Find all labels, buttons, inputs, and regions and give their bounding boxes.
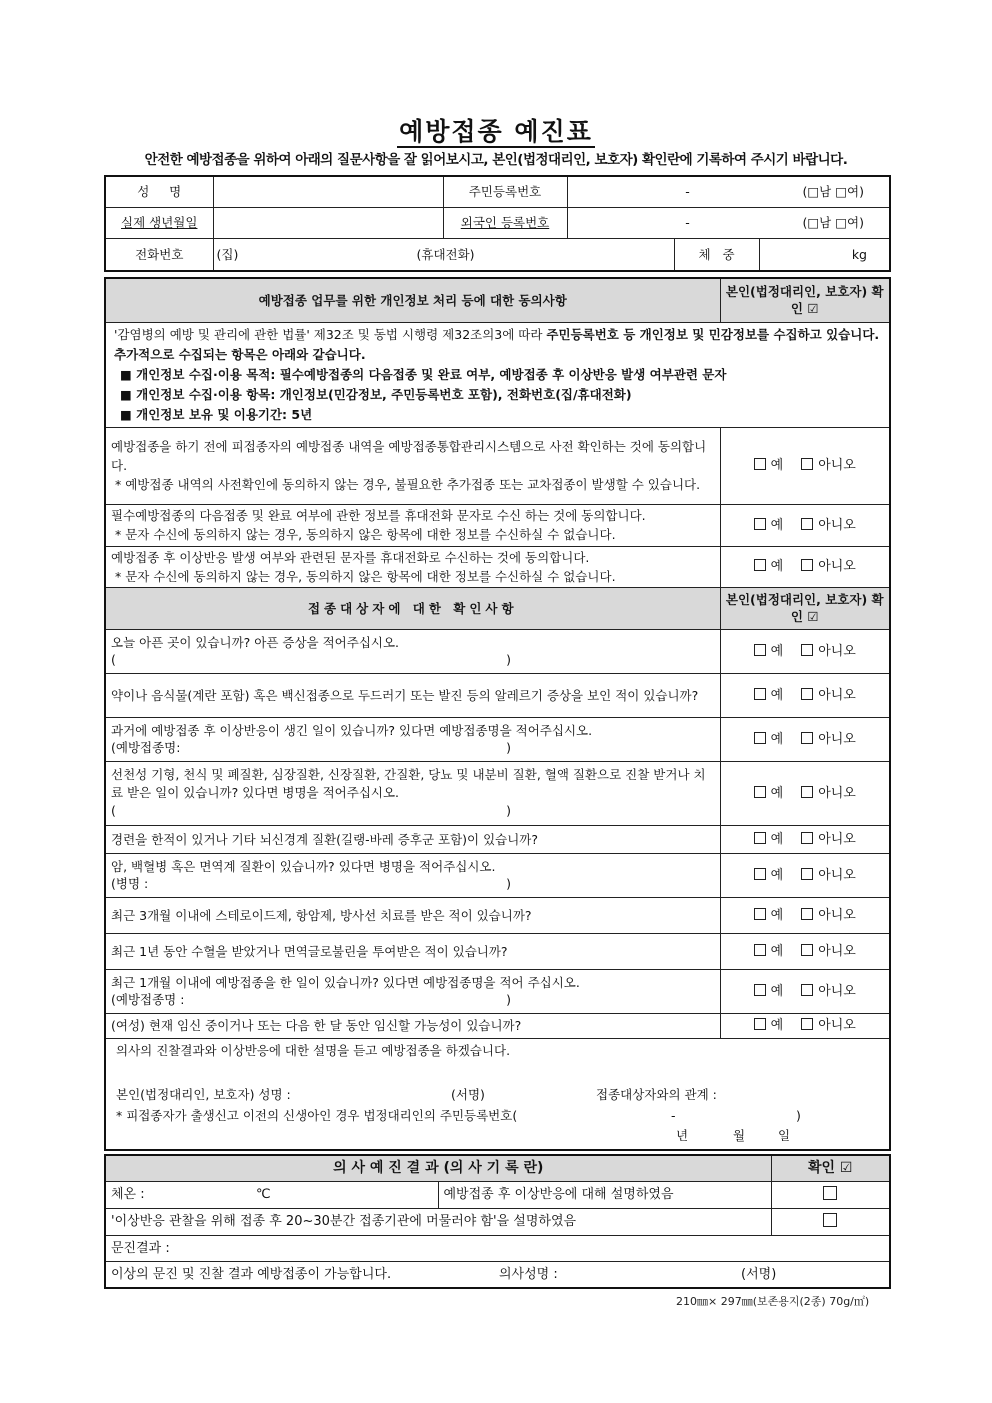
temperature-field[interactable]: 체온 : ℃ [105, 1181, 438, 1208]
doctor-header: 의 사 예 진 결 과 (의 사 기 록 란) [105, 1155, 771, 1181]
name-field[interactable] [213, 176, 443, 207]
weight-label: 체 중 [674, 239, 759, 270]
final-statement: 이상의 문진 및 진찰 결과 예방접종이 가능합니다. 의사성명 : (서명) [105, 1261, 890, 1288]
explain-observation: '이상반응 관찰을 위해 접종 후 20~30분간 접종기관에 머물러야 함'을 설명하였음 [105, 1208, 771, 1235]
consent-row: 필수예방접종의 다음접종 및 완료 여부에 관한 정보를 휴대전화 문자로 수신 하는 것에 동의합니다. * 문자 수신에 동의하지 않는 경우, 동의하지 않은 항목에 대한 정보를 수신하실 수 없습니다. [105, 504, 720, 546]
page-title: 예방접종 예진표 [399, 117, 593, 146]
question-answer[interactable]: 예 아니오 [720, 629, 890, 673]
consent-answer[interactable]: 예 아니오 [720, 504, 890, 546]
question-answer[interactable]: 예 아니오 [720, 717, 890, 761]
question-row: 경련을 한적이 있거나 기타 뇌신경계 질환(길랭-바레 증후군 포함)이 있습니까? [105, 825, 720, 853]
consent-row: 예방접종 후 이상반응 발생 여부와 관련된 문자를 휴대전화로 수신하는 것에 동의합니다. * 문자 수신에 동의하지 않는 경우, 동의하지 않은 항목에 대한 정보를 수신하실 수 없습니다. [105, 546, 720, 587]
personal-info-table [104, 175, 891, 272]
foreign-reg-field[interactable]: - (□남 □여) [567, 207, 890, 238]
question-row: 약이나 음식물(계란 포함) 혹은 백신접종으로 두드러기 또는 발진 등의 알레르기 증상을 보인 적이 있습니까? [105, 673, 720, 717]
home-phone-field[interactable]: (집) [216, 246, 239, 262]
declaration-text: 의사의 진찰결과와 이상반응에 대한 설명을 듣고 예방접종을 하겠습니다. [116, 1042, 511, 1058]
question-answer[interactable]: 예 아니오 [720, 897, 890, 933]
birth-label: 실제 생년월일 [105, 207, 213, 238]
subject-header: 접종대상자에 대한 확인사항 [105, 587, 720, 629]
question-row: 최근 3개월 이내에 스테로이드제, 항암제, 방사선 치료를 받은 적이 있습니까? [105, 897, 720, 933]
signer-mark[interactable]: (서명) [451, 1087, 485, 1102]
subject-confirm-header: 본인(법정대리인, 보호자) 확인 ☑ [720, 587, 890, 629]
phone-label: 전화번호 [105, 238, 213, 271]
weight-field[interactable]: kg [759, 239, 890, 270]
collection-purpose: ■ 개인정보 수집·이용 목적: 필수예방접종의 다음접종 및 완료 여부, 예방접종 후 이상반응 발생 여부관련 문자 [120, 366, 727, 382]
relation-label: 접종대상자와의 관계 : [596, 1087, 717, 1102]
declaration-section: 의사의 진찰결과와 이상반응에 대한 설명을 듣고 예방접종을 하겠습니다. 본인(법정대리인, 보호자) 성명 : (서명) 접종대상자와의 관계 : * 피접종자가 출생신고 이전의 신생아인 경우 법정대리인의 주민등록번호( - ) 년 월 일 [105, 1038, 890, 1150]
consent-answer[interactable]: 예 아니오 [720, 546, 890, 587]
question-answer[interactable]: 예 아니오 [720, 1013, 890, 1038]
legal-notice: '감염병의 예방 및 관리에 관한 법률' 제32조 및 동법 시행령 제32조의3에 따라 주민등록번호 등 개인정보 및 민감정보를 수집하고 있습니다. 추가적으로 수집되는 항목은 아래와 같습니다. ■ 개인정보 수집·이용 목적: 필수예방접종의 다음접종 및 완료 여부, 예방접종 후 이상반응 발생 여부관련 문자 ■ 개인정보 수집·이용 항목: 개인정보(민감정보, 주민등록번호 포함), 전화번호(집/휴대전화) ■ 개인정보 보유 및 이용기간: 5년 [105, 322, 890, 427]
question-answer[interactable]: 예 아니오 [720, 853, 890, 897]
question-row: 암, 백혈병 혹은 면역계 질환이 있습니까? 있다면 병명을 적어주십시오. (병명 : ) [105, 853, 720, 897]
page-subtitle: 안전한 예방접종을 위하여 아래의 질문사항을 잘 읽어보시고, 본인(법정대리인, 보호자) 확인란에 기록하여 주시기 바랍니다. [144, 152, 848, 168]
consent-confirm-header: 본인(법정대리인, 보호자) 확인 ☑ [720, 278, 890, 322]
doctor-sign-label: 의사성명 : [499, 1266, 558, 1282]
date-year[interactable]: 년 [676, 1128, 689, 1143]
interview-result[interactable]: 문진결과 : [105, 1235, 890, 1261]
newborn-rrn-dash[interactable]: - [671, 1108, 676, 1123]
newborn-note: * 피접종자가 출생신고 이전의 신생아인 경우 법정대리인의 주민등록번호( [116, 1108, 518, 1123]
doctor-confirm-header: 확인 ☑ [771, 1155, 890, 1181]
question-row: 최근 1년 동안 수혈을 받았거나 면역글로불린을 투여받은 적이 있습니까? [105, 933, 720, 969]
retention-period: ■ 개인정보 보유 및 이용기간: 5년 [120, 406, 313, 422]
consent-row: 예방접종을 하기 전에 피접종자의 예방접종 내역을 예방접종통합관리시스템으로 사전 확인하는 것에 동의합니다. * 예방접종 내역의 사전확인에 동의하지 않는 경우, 불필요한 추가접종 또는 교차접종이 발생할 수 있습니다. [105, 427, 720, 504]
consent-table [104, 277, 891, 1151]
question-answer[interactable]: 예 아니오 [720, 673, 890, 717]
consent-answer[interactable]: 예 아니오 [720, 427, 890, 504]
doctor-sign-mark[interactable]: (서명) [741, 1266, 777, 1282]
consent-header: 예방접종 업무를 위한 개인정보 처리 등에 대한 동의사항 [105, 278, 720, 322]
mobile-phone-field[interactable]: (휴대전화) [416, 246, 475, 262]
birth-field[interactable] [213, 207, 443, 238]
name-label: 성 명 [105, 176, 213, 207]
question-row: 오늘 아픈 곳이 있습니까? 아픈 증상을 적어주십시오. ( ) [105, 629, 720, 673]
question-answer[interactable]: 예 아니오 [720, 933, 890, 969]
foreign-reg-label: 외국인 등록번호 [443, 207, 567, 238]
rrn-label: 주민등록번호 [443, 176, 567, 207]
question-row: (여성) 현재 임신 중이거나 또는 다음 한 달 동안 임신할 가능성이 있습니까? [105, 1013, 720, 1038]
doctor-table [104, 1154, 891, 1289]
question-row: 선천성 기형, 천식 및 폐질환, 심장질환, 신장질환, 간질환, 당뇨 및 내분비 질환, 혈액 질환으로 진찰 받거나 치료 받은 일이 있습니까? 있다면 병명을 적어주십시오. ( ) [105, 761, 720, 825]
signer-label: 본인(법정대리인, 보호자) 성명 : [116, 1087, 291, 1102]
question-answer[interactable]: 예 아니오 [720, 825, 890, 853]
date-day[interactable]: 일 [778, 1128, 791, 1143]
collection-items: ■ 개인정보 수집·이용 항목: 개인정보(민감정보, 주민등록번호 포함), 전화번호(집/휴대전화) [120, 386, 632, 402]
date-month[interactable]: 월 [733, 1128, 746, 1143]
paper-spec: 210㎜× 297㎜(보존용지(2종) 70g/㎡) [676, 1295, 870, 1308]
question-row: 과거에 예방접종 후 이상반응이 생긴 일이 있습니까? 있다면 예방접종명을 적어주십시오. (예방접종명: ) [105, 717, 720, 761]
question-row: 최근 1개월 이내에 예방접종을 한 일이 있습니까? 있다면 예방접종명을 적어 주십시오. (예방접종명 : ) [105, 969, 720, 1013]
explain-observation-checkbox[interactable] [771, 1208, 890, 1235]
rrn-field[interactable]: - (□남 □여) [567, 176, 890, 207]
question-answer[interactable]: 예 아니오 [720, 969, 890, 1013]
explain-reaction: 예방접종 후 이상반응에 대해 설명하였음 [438, 1181, 771, 1208]
question-answer[interactable]: 예 아니오 [720, 761, 890, 825]
explain-reaction-checkbox[interactable] [771, 1181, 890, 1208]
